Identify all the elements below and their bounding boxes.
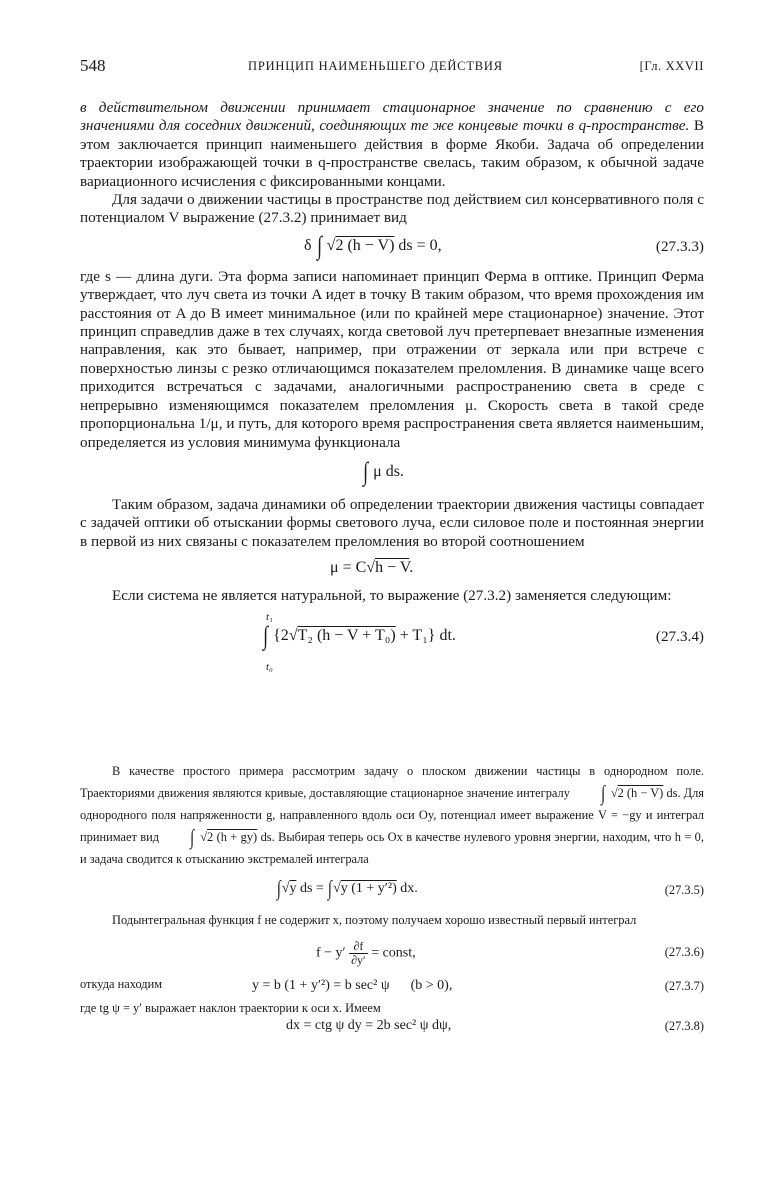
eq-mu-ds-body: μ ds. xyxy=(373,462,404,480)
running-title: ПРИНЦИП НАИМЕНЬШЕГО ДЕЙСТВИЯ xyxy=(248,59,503,73)
eq-27-3-3-lhs: δ xyxy=(304,236,312,254)
sqrt-sign-icon: √ xyxy=(610,786,618,800)
equation-27-3-7 xyxy=(80,978,704,998)
eq-27-3-6-denominator: ∂y′ xyxy=(351,953,366,967)
paragraph-2: Для задачи о движении частицы в пространстве под действием сил консервативного поля с потенциалом V выражение (27.3.2) принимает вид xyxy=(80,191,704,227)
equation-mu-c xyxy=(80,551,704,587)
eq-27-3-5-tail: dx. xyxy=(400,881,418,896)
equation-mu-ds xyxy=(80,452,704,496)
sqrt-sign-icon: √ xyxy=(333,881,341,896)
eq-27-3-4-lower-limit: t₀ xyxy=(266,660,273,673)
paragraph-1 xyxy=(80,99,704,191)
sqrt-sign-icon: √ xyxy=(200,830,208,844)
eq-27-3-6-fraction xyxy=(349,940,368,967)
small-paragraph-1-part-b: ds. Для однородного поля напряженности g, направленного вдоль оси Oy, потенциал имеет выражение V = −gy и интеграл принимает вид xyxy=(80,786,704,844)
eq-27-3-3-number: (27.3.3) xyxy=(655,237,704,255)
eq-27-3-8-body: dx = ctg ψ dy = 2b sec² ψ dψ, xyxy=(286,1018,452,1033)
eq-27-3-7-number: (27.3.7) xyxy=(664,979,704,993)
eq-27-3-4-upper-limit: t₁ xyxy=(266,610,273,623)
sqrt-sign-icon: √ xyxy=(366,559,376,577)
eq-27-3-4-number: (27.3.4) xyxy=(655,627,704,645)
integral-sign-icon: ∫ xyxy=(363,456,369,486)
integral-sign-icon: ∫ xyxy=(601,781,606,805)
integral-sign-icon: ∫ xyxy=(263,620,269,650)
equation-27-3-4 xyxy=(80,606,704,676)
eq-27-3-5-number: (27.3.5) xyxy=(664,883,704,897)
eq-27-3-6-rhs: = const, xyxy=(371,945,416,961)
small-print-text xyxy=(80,760,704,1038)
eq-27-3-6-lhs: f − y′ xyxy=(316,945,346,961)
eq-27-3-4-open: {2 xyxy=(273,626,289,644)
eq-27-3-5-radicand-2: y (1 + y′²) xyxy=(340,881,397,896)
text-otkuda: откуда находим xyxy=(80,977,163,991)
sqrt-sign-icon: √ xyxy=(281,881,290,896)
eq-mu-c-radicand: h − V xyxy=(375,559,410,577)
equation-27-3-6 xyxy=(80,928,704,976)
eq-27-3-7-body: y = b (1 + y′²) = b sec² ψ (b > 0), xyxy=(252,978,453,993)
paragraph-1-rest: В этом заключается принцип наименьшего действия в форме Якоби. Задача об определении траектории изображающей точки в q-пространстве свелась, таким образом, к обычной задаче вариационного исчисления с фиксированными концами. xyxy=(80,117,704,190)
eq-27-3-4-radicand: T₂ (h − V + T₀) xyxy=(297,626,396,644)
eq-mu-c-tail: . xyxy=(409,559,414,577)
eq-mu-c-lhs: μ = C xyxy=(330,559,367,577)
small-paragraph-1 xyxy=(80,760,704,870)
eq-27-3-5-radicand-1: y xyxy=(289,881,297,896)
paragraph-1-italic: в действительном движении принимает стационарное значение по сравнению с его значениями для соседних движений, соединяющих те же концевые точки в q-пространстве. xyxy=(80,99,704,135)
eq-27-3-8-number: (27.3.8) xyxy=(664,1019,704,1033)
paragraph-4: Таким образом, задача динамики об определении траектории движения частицы совпадает с задачей оптики об отыскании формы светового луча, если силовое поле и постоянная энергии в первой из них связаны с показателем преломления во второй соотношением xyxy=(80,495,704,550)
sqrt-sign-icon: √ xyxy=(288,626,298,644)
equation-27-3-3 xyxy=(80,228,704,268)
small-paragraph-2: Подынтегральная функция f не содержит x, поэтому получаем хорошо известный первый интеграл xyxy=(112,913,637,927)
equation-27-3-8 xyxy=(80,1018,704,1038)
integral-sign-icon: ∫ xyxy=(316,230,322,260)
integral-sign-icon: ∫ xyxy=(190,825,195,849)
eq-27-3-5-mid: ds = xyxy=(299,881,324,896)
small-paragraph-1-part-c: ds. Выбирая теперь ось Ox в качестве нулевого уровня энергии, находим, что h = 0, и задача сводится к отысканию экстремалей интеграла xyxy=(80,830,704,866)
eq-27-3-3-tail: ds = 0, xyxy=(398,236,442,254)
eq-27-3-6-numerator: ∂f xyxy=(349,940,368,954)
eq-27-3-3-radicand: 2 (h − V) xyxy=(335,236,395,254)
paragraph-3: где s — длина дуги. Эта форма записи напоминает принцип Ферма в оптике. Принцип Ферма утверждает, что луч света из точки A идет в точку B таким образом, что время прохождения им расстояния от A до B имеет минимальное (или по крайней мере стационарное) значение. Этот принцип справедлив даже в тех случаях, когда световой луч претерпевает внезапные изменения направления, как это бывает, например, при отражении от зеркала или при встрече с поверхностью линзы с резко отличающимся показателем преломления. В динамике чаще всего приходится встречаться с задачами, аналогичными распространению света в среде с непрерывно изменяющимся показателем преломления μ. Скорость света в такой среде пропорциональна 1/μ, и путь, для которого время распространения света является наименьшим, определяется из условия минимума функционала xyxy=(80,267,704,451)
small-paragraph-1-radicand-a: 2 (h − V) xyxy=(617,786,664,800)
integral-sign-icon: ∫ xyxy=(276,876,281,900)
paragraph-5: Если система не является натуральной, то выражение (27.3.2) заменяется следующим: xyxy=(112,587,672,605)
sqrt-sign-icon: √ xyxy=(326,236,336,254)
text-gde: где tg ψ = y′ выражает наклон траектории к оси x. Имеем xyxy=(80,1001,381,1015)
eq-27-3-4-tail: + T₁} dt. xyxy=(399,626,456,644)
chapter-label: [Гл. XXVII xyxy=(639,59,704,73)
small-paragraph-1-radicand-b: 2 (h + gy) xyxy=(207,830,258,844)
eq-27-3-6-number: (27.3.6) xyxy=(664,945,704,959)
integral-sign-icon: ∫ xyxy=(328,876,333,900)
equation-27-3-5 xyxy=(80,870,704,912)
main-text xyxy=(80,99,704,676)
small-paragraph-1-part-a: В качестве простого примера рассмотрим задачу о плоском движении частицы в однородном поле. Траекториями движения являются кривые, доставляющие стационарное значение интегралу xyxy=(80,764,704,800)
running-header xyxy=(80,56,704,78)
page-number: 548 xyxy=(80,56,106,75)
